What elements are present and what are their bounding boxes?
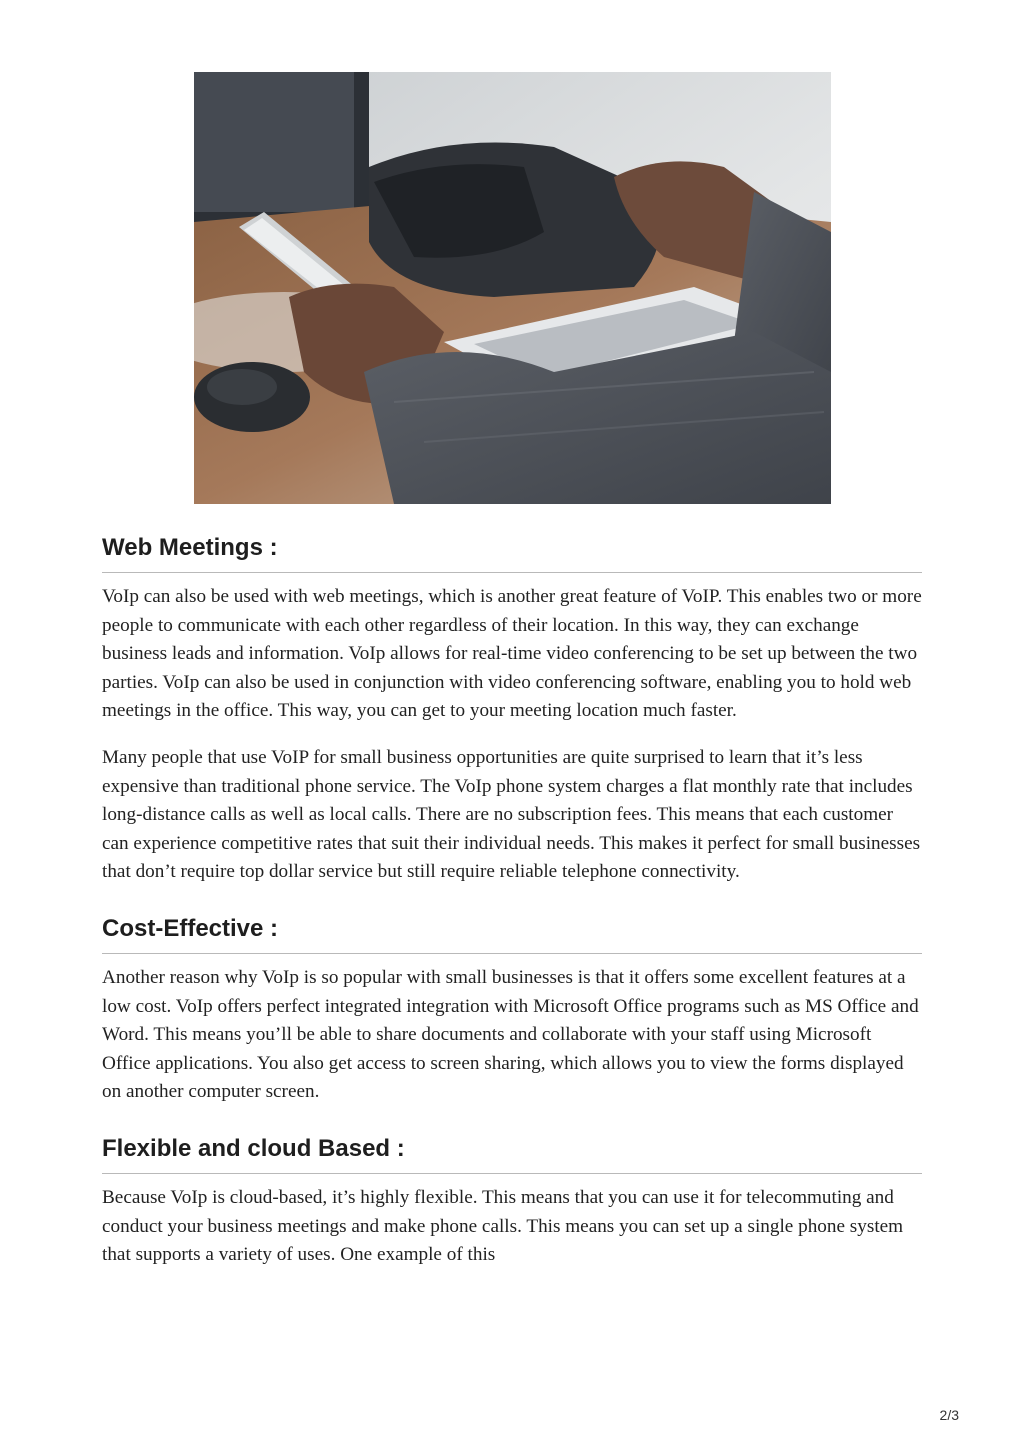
section-flexible-cloud (102, 1133, 922, 1270)
page-number: 2/3 (939, 1407, 959, 1423)
section-heading: Flexible and cloud Based : (102, 1133, 922, 1174)
office-phone-photo-icon (194, 72, 831, 504)
hero-image (194, 72, 831, 504)
paragraph: Because VoIp is cloud-based, it’s highly flexible. This means that you can use it for telecommuting and conduct your business meetings and make phone calls. This means you can set up a single phone system that supports a variety of uses. One example of this (102, 1186, 904, 1266)
section-web-meetings (102, 532, 922, 887)
section-cost-effective (102, 913, 922, 1107)
section-heading: Cost-Effective : (102, 913, 922, 954)
article-body (102, 532, 922, 1270)
paragraph: Many people that use VoIP for small business opportunities are quite surprised to learn that it’s less expensive than traditional phone service. The VoIp phone system charges a flat monthly rate that includes long-distance calls as well as local calls. There are no subscription fees. This means that each customer can experience competitive rates that suit their individual needs. This makes it perfect for small businesses that don’t require top dollar service but still require reliable telephone connectivity. (102, 746, 921, 883)
paragraph: VoIp can also be used with web meetings, which is another great feature of VoIP. This enables two or more people to communicate with each other regardless of their location. In this way, they can exchange business leads and information. VoIp allows for real-time video conferencing to be set up between the two parties. VoIp can also be used in conjunction with video conferencing software, enabling you to hold web meetings in the office. This way, you can get to your meeting location much faster. (102, 586, 922, 722)
paragraph: Another reason why VoIp is so popular with small businesses is that it offers some excellent features at a low cost. VoIp offers perfect integrated integration with Microsoft Office programs such as MS Office and Word. This means you’ll be able to share documents and collaborate with your staff using Microsoft Office applications. You also get access to screen sharing, which allows you to view the forms displayed on another computer screen. (102, 966, 919, 1103)
section-heading: Web Meetings : (102, 532, 922, 573)
